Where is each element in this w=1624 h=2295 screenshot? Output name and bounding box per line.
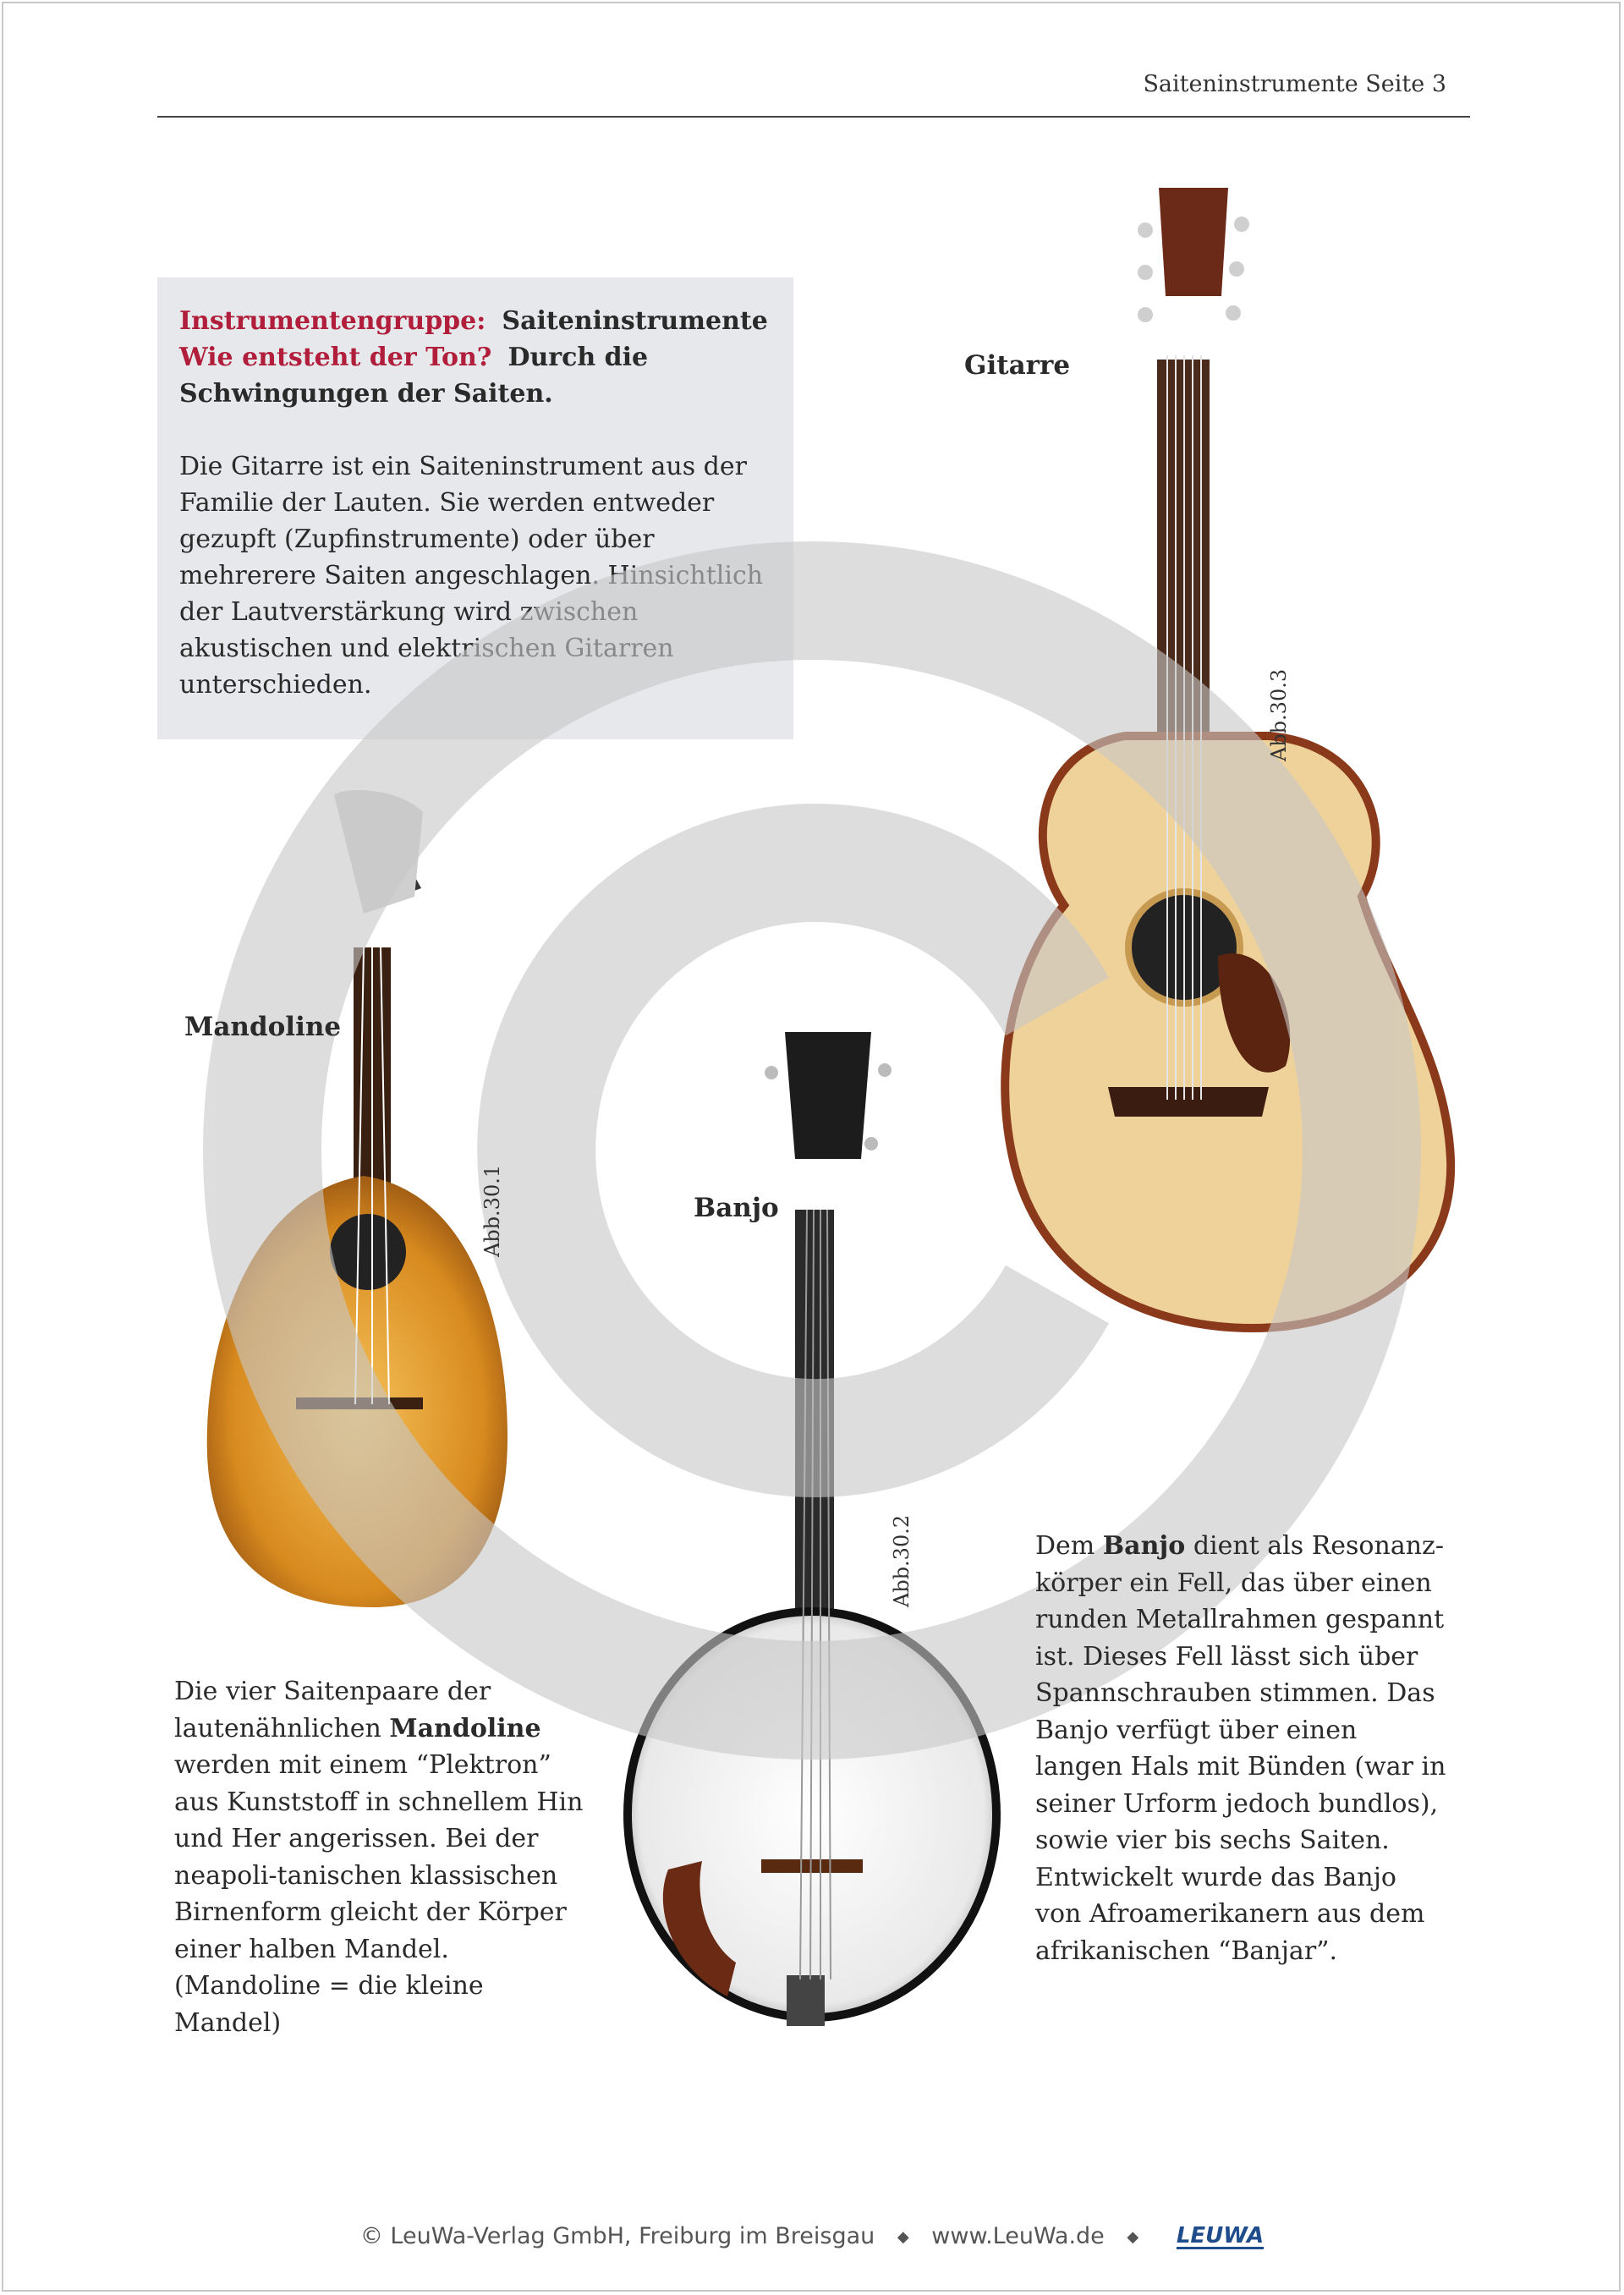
question-value: Durch die Schwingungen der Saiten.: [179, 343, 649, 409]
guitar-image: [1005, 188, 1451, 1328]
banjo-text-bold: Banjo: [1102, 1531, 1186, 1561]
mandoline-text-bold: Mandoline: [389, 1713, 541, 1743]
mandoline-text-start: Die vier Saitenpaare der lautenähnlichen: [174, 1677, 491, 1743]
question-label: Wie entsteht der Ton?: [179, 343, 492, 372]
banjo-figure-caption: Abb.30.2: [890, 1514, 914, 1607]
banjo-text-origin: Entwickelt wurde das Banjo von Afroamerikanern aus dem afrikanischen “Banjar”.: [1035, 1862, 1425, 1966]
banjo-label: Banjo: [694, 1193, 779, 1223]
mandoline-figure-caption: Abb.30.1: [480, 1164, 504, 1257]
banjo-text-body: dient als Resonanz-körper ein Fell, das über einen runden Metallrahmen gespannt ist. Dieses Fell lässt sich über Spannschrauben stimmen. Das Banjo verfügt über einen langen Hals mit Bünden (war in seiner Urform jedoch bundlos), sowie vier bis sechs Saiten.: [1035, 1531, 1446, 1855]
mandoline-text-body: werden mit einem “Plektron” aus Kunststoff in schnellem Hin und Her angerissen. Bei der neapoli-tanischen klassischen Birnenform gleicht der Körper einer halben Mandel.: [174, 1750, 584, 1964]
footer-separator-icon: ◆: [897, 2228, 909, 2246]
group-value: Saiteninstrumente: [502, 306, 768, 336]
mandoline-description: [174, 1673, 587, 2041]
footer-copyright: © LeuWa-Verlag GmbH, Freiburg im Breisgau: [359, 2223, 875, 2249]
page-header: Saiteninstrumente Seite 3: [1143, 71, 1446, 97]
mandoline-image: [207, 790, 508, 1607]
mandoline-label: Mandoline: [184, 1012, 342, 1042]
footer-separator-icon: ◆: [1127, 2228, 1139, 2246]
banjo-description: [1035, 1528, 1448, 1969]
banjo-image: [628, 1032, 996, 2026]
info-description: Die Gitarre ist ein Saiteninstrument aus der Familie der Lauten. Sie werden entweder gezupft (Zupfinstrumente) oder über mehrerere Saiten angeschlagen. Hinsichtlich der Lautverstärkung wird zwischen akustischen und elektrischen Gitarren unterschieden.: [179, 452, 764, 700]
footer-url[interactable]: www.LeuWa.de: [931, 2223, 1105, 2249]
leuwa-logo: LEUWA: [1176, 2223, 1265, 2248]
banjo-text-start: Dem: [1035, 1531, 1103, 1561]
group-label: Instrumentengruppe:: [179, 306, 486, 336]
gitarre-label: Gitarre: [964, 350, 1071, 381]
mandoline-text-note: (Mandoline = die kleine Mandel): [174, 1971, 484, 2038]
page-footer: [0, 2223, 1624, 2249]
gitarre-figure-caption: Abb.30.3: [1267, 668, 1291, 761]
